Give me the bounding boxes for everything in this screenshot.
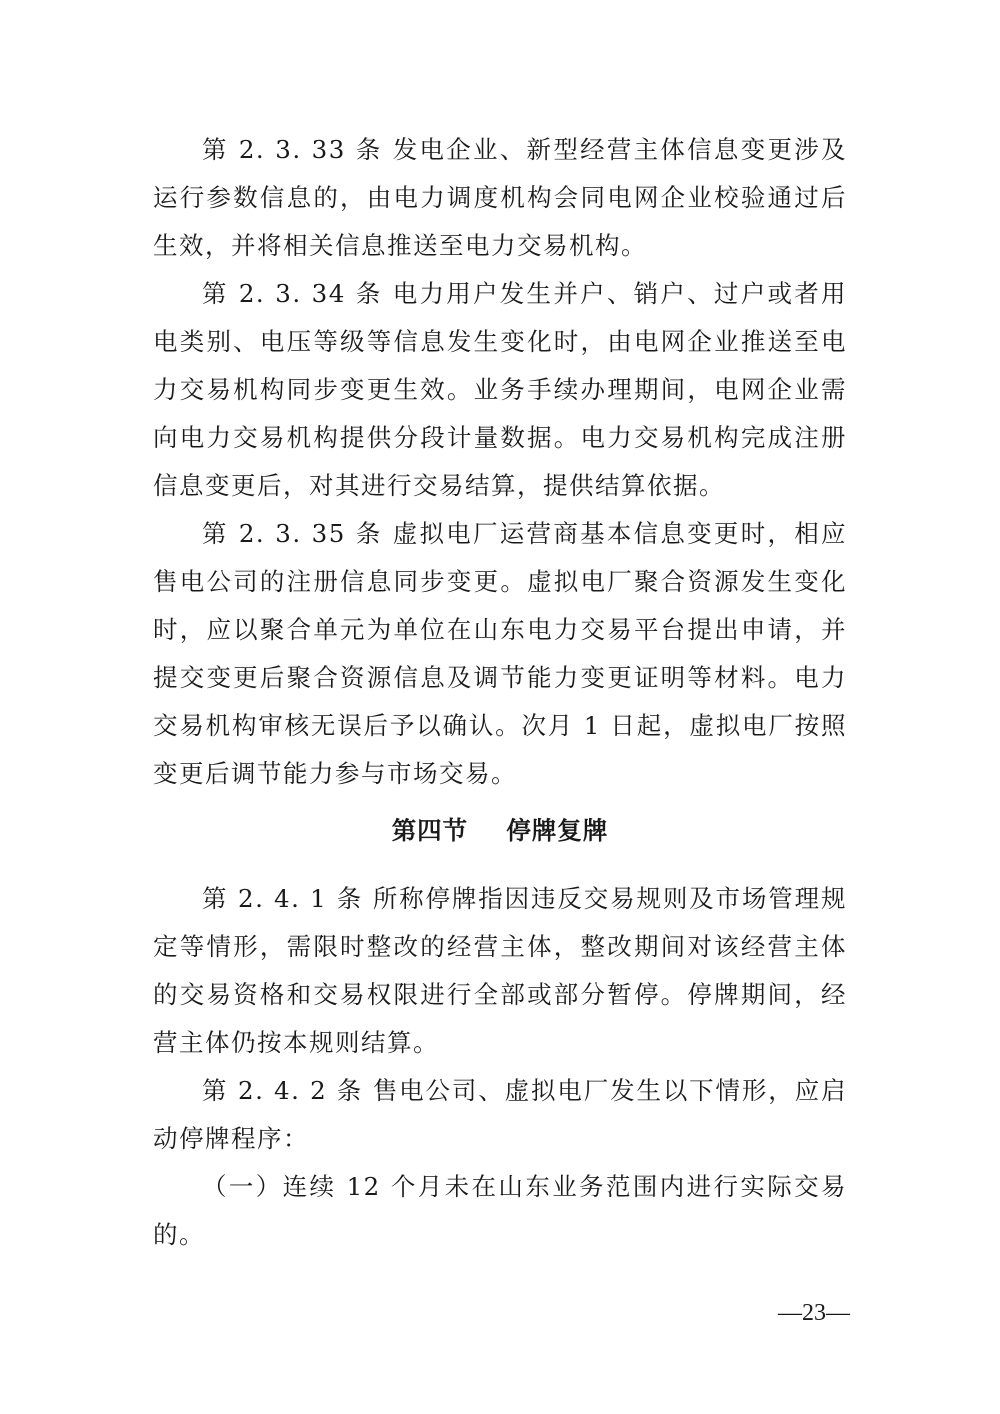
article-2-3-34: 第 2. 3. 34 条 电力用户发生并户、销户、过户或者用电类别、电压等级等信息发生变化时，由电网企业推送至电力交易机构同步变更生效。业务手续办理期间，电网企业需向电力交易机构提供分段计量数据。电力交易机构完成注册信息变更后，对其进行交易结算，提供结算依据。 bbox=[153, 279, 847, 500]
section-heading: 第四节 停牌复牌 bbox=[391, 816, 609, 845]
article-2-4-1: 第 2. 4. 1 条 所称停牌指因违反交易规则及市场管理规定等情形，需限时整改的经营主体，整改期间对该经营主体的交易资格和交易权限进行全部或部分暂停。停牌期间，经营主体仍按本规则结算。 bbox=[153, 884, 847, 1057]
article-2-3-33: 第 2. 3. 33 条 发电企业、新型经营主体信息变更涉及运行参数信息的，由电力调度机构会同电网企业校验通过后生效，并将相关信息推送至电力交易机构。 bbox=[153, 135, 847, 260]
article-2-3-35: 第 2. 3. 35 条 虚拟电厂运营商基本信息变更时，相应售电公司的注册信息同步变更。虚拟电厂聚合资源发生变化时，应以聚合单元为单位在山东电力交易平台提出申请，并提交变更后聚合资源信息及调节能力变更证明等材料。电力交易机构审核无误后予以确认。次月 1 日起，虚拟电厂按照变更后调节能力参与市场交易。 bbox=[153, 519, 847, 788]
page-number: —23— bbox=[778, 1300, 850, 1326]
clause-item-1: （一）连续 12 个月未在山东业务范围内进行实际交易的。 bbox=[153, 1172, 847, 1249]
document-body bbox=[153, 126, 847, 1259]
article-2-4-2: 第 2. 4. 2 条 售电公司、虚拟电厂发生以下情形，应启动停牌程序： bbox=[153, 1076, 847, 1153]
